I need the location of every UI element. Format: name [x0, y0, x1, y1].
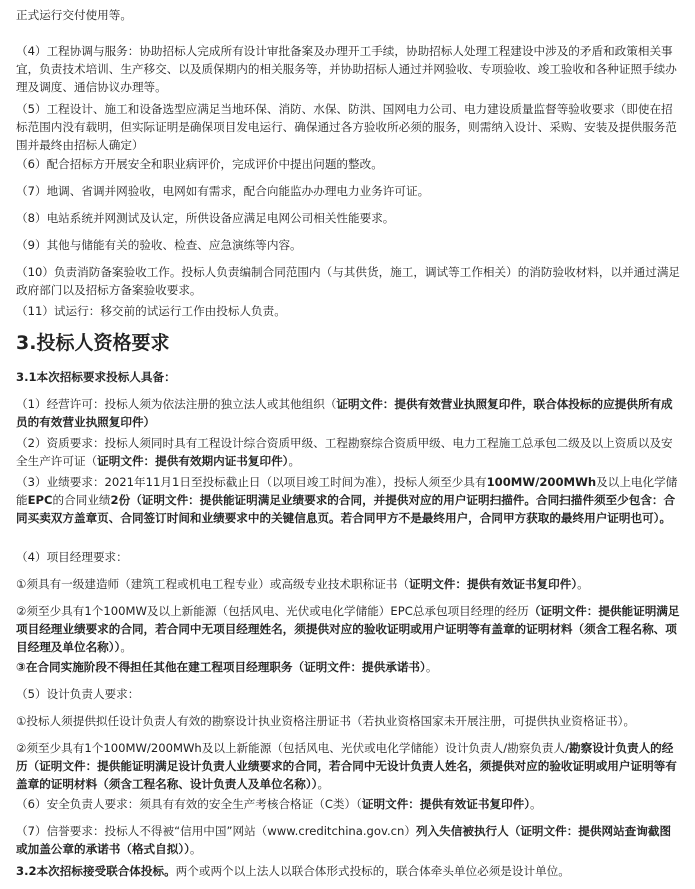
paragraph-other-acceptance: （9）其他与储能有关的验收、检查、应急演练等内容。 — [16, 238, 302, 252]
paragraph-trial-operation: （11）试运行：移交前的试运行工作由投标人负责。 — [16, 304, 286, 318]
paragraph-project-manager: （4）项目经理要求： — [16, 550, 128, 564]
paragraph-grid-acceptance: （7）地调、省调并网验收，电网如有需求，配合向能监办办理电力业务许可证。 — [16, 184, 430, 198]
paragraph-grid-testing: （8）电站系统并网测试及认定，所供设备应满足电网公司相关性能要求。 — [16, 211, 395, 225]
subsection-3-1: 3.1本次招标要求投标人具备： — [16, 370, 176, 384]
subsection-3-2: 3.2本次招标接受联合体投标。两个或两个以上法人以联合体形式投标的，联合体牵头单位必须是设计单位。 — [16, 864, 570, 878]
section-heading-bidder-qualification: 3.投标人资格要求 — [16, 332, 170, 354]
paragraph-operation-delivery: 正式运行交付使用等。 — [16, 8, 132, 22]
paragraph-safety-evaluation: （6）配合招标方开展安全和职业病评价，完成评价中提出问题的整改。 — [16, 157, 383, 171]
paragraph-coordination-services: （4）工程协调与服务：协助招标人完成所有设计审批备案及办理开工手续，协助招标人处理工程建设中涉及的矛盾和政策相关事宜，负责技术培训、生产移交、以及质保期内的相关服务等，并协助招标人通过并网验收、专项验收、竣工验收和各种证照手续办理及调度、通信协议办理等。 — [16, 44, 677, 95]
paragraph-safety-lead: （6）安全负责人要求：须具有有效的安全生产考核合格证（C类）（证明文件：提供有效证书复印件）。 — [16, 797, 542, 811]
paragraph-pm-commitment: ③在合同实施阶段不得担任其他在建工程项目经理职务（证明文件：提供承诺书）。 — [16, 660, 438, 674]
paragraph-business-license: （1）经营许可：投标人须为依法注册的独立法人或其他组织（证明文件：提供有效营业执照复印件，联合体投标的应提供所有成员的有效营业执照复印件） — [16, 397, 673, 430]
paragraph-credit: （7）信誉要求：投标人不得被“信用中国”网站（www.creditchina.gov.cn）列入失信被执行人（证明文件：提供网站查询截图或加盖公章的承诺书（格式自拟））。 — [16, 824, 672, 857]
paragraph-qualification: （2）资质要求：投标人须同时具有工程设计综合资质甲级、工程勘察综合资质甲级、电力工程施工总承包二级及以上资质以及安全生产许可证（证明文件：提供有效期内证书复印件）。 — [16, 436, 673, 469]
paragraph-performance: （3）业绩要求：2021年11月1日至投标截止日（以项目竣工时间为准），投标人须至少具有100MW/200MWh及以上电化学储能EPC的合同业绩2份（证明文件：提供能证明满足业绩要求的合同，并提供对应的用户证明扫描件。合同扫描件须至少包含：合同买卖双方盖章页、合同签订时间和业绩要求中的关键信息页。若合同甲方不是最终用户，合同甲方获取的最终用户证明也可）。 — [16, 475, 678, 526]
paragraph-design-certificate: ①投标人须提供拟任设计负责人有效的勘察设计执业资格注册证书（若执业资格国家未开展注册，可提供执业资格证书）。 — [16, 714, 636, 728]
paragraph-fire-acceptance: （10）负责消防备案验收工作。投标人负责编制合同范围内（与其供货，施工，调试等工作相关）的消防验收材料，以并通过满足政府部门以及招标方备案验收要求。 — [16, 265, 681, 298]
paragraph-design-experience: ②须至少具有1个100MW/200MWh及以上新能源（包括风电、光伏或电化学储能）设计负责人/勘察负责人/勘察设计负责人的经历（证明文件：提供能证明满足设计负责人业绩要求的合同，若合同中无设计负责人姓名，须提供对应的验收证明或用户证明等有盖章的证明材料（须含工程名称、设计负责人及单位名称））。 — [16, 741, 677, 792]
paragraph-design-lead: （5）设计负责人要求： — [16, 687, 140, 701]
paragraph-pm-experience: ②须至少具有1个100MW及以上新能源（包括风电、光伏或电化学储能）EPC总承包项目经理的经历（证明文件：提供能证明满足项目经理业绩要求的合同，若合同中无项目经理姓名，须提供对应的验收证明或用户证明等有盖章的证明材料（须含工程名称、项目经理及单位名称））。 — [16, 604, 680, 655]
paragraph-pm-certificate: ①须具有一级建造师（建筑工程或机电工程专业）或高级专业技术职称证书（证明文件：提供有效证书复印件）。 — [16, 577, 589, 591]
paragraph-design-acceptance: （5）工程设计、施工和设备选型应满足当地环保、消防、水保、防洪、国网电力公司、电力建设质量监督等验收要求（即使在招标范围内没有载明，但实际证明是确保项目发电运行、确保通过各方验收所必须的服务，则需纳入设计、采购、安装及提供服务范围并最终由招标人确定） — [16, 102, 677, 153]
